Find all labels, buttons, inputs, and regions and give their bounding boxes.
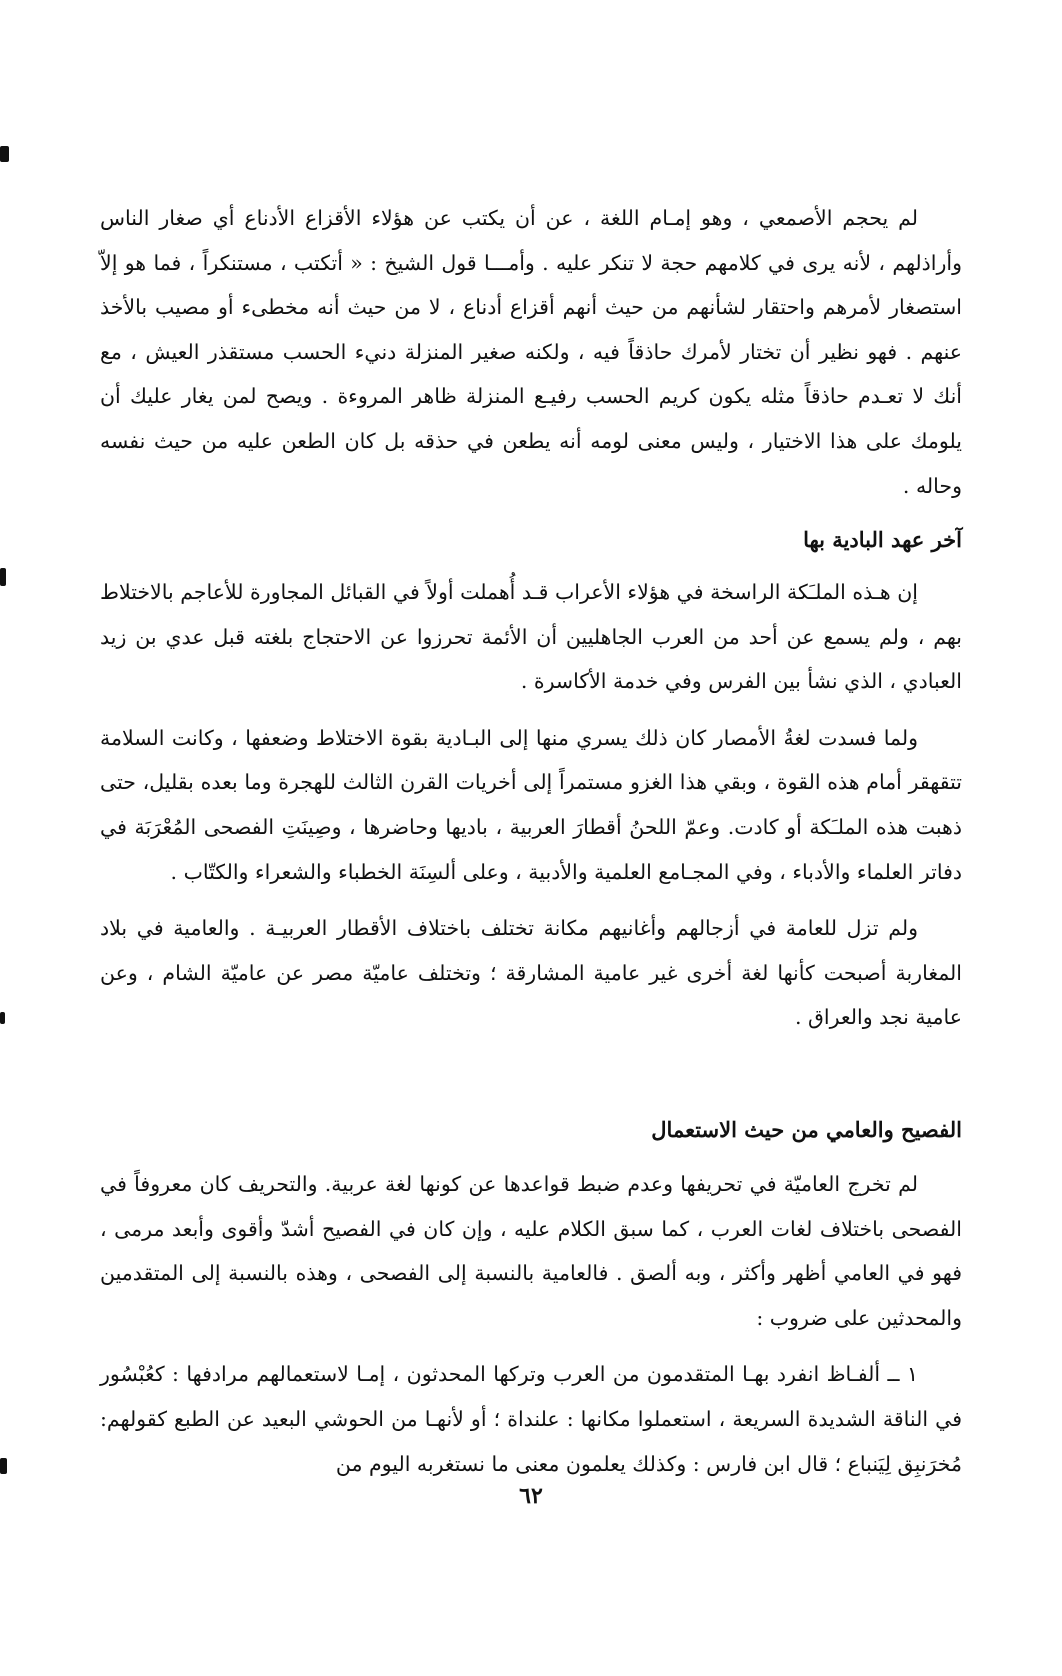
scan-edge-mark	[0, 1458, 7, 1474]
body-paragraph: لم يحجم الأصمعي ، وهو إمـام اللغة ، عن أن يكتب عن هؤلاء الأقزاع الأدناع أي صغار الناس وأراذلهم ، لأنه يرى في كلامهم حجة لا تنكر عليه . وأمـــا قول الشيخ : « أتكتب ، مستنكراً ، فما هو إلاّ استصغار لأمرهم واحتقار لشأنهم من حيث أنهم أقزاع أدناع ، لا من حيث أنه مخطىء أو مصيب بالأخذ عنهم . فهو نظير أن تختار لأمرك حاذقاً فيه ، ولكنه صغير المنزلة دنيء الحسب مستقذر العيش ، مع أنك لا تعـدم حاذقاً مثله يكون كريم الحسب رفيـع المنزلة ظاهر المروءة . ويصح لمن يغار عليك أن يلومك على هذا الاختيار ، وليس معنى لومه أنه يطعن في حذقه بل كان الطعن عليه من حيث نفسه وحاله .	[100, 206, 962, 498]
scan-edge-mark	[0, 146, 9, 162]
page-number: ٦٢	[519, 1483, 543, 1509]
body-paragraph: ولما فسدت لغةُ الأمصار كان ذلك يسري منها إلى البـادية بقوة الاختلاط وضعفها ، وكانت السلامة تتقهقر أمام هذه القوة ، وبقي هذا الغزو مستمراً إلى أخريات القرن الثالث للهجرة وما بعده بقليل، حتى ذهبت هذه الملـَكة أو كادت. وعمّ اللحنُ أقطارَ العربية ، باديها وحاضرها ، وصِينَتِ الفصحى المُعْرَبَة في دفاتر العلماء والأدباء ، وفي المجـامع العلمية والأدبية ، وعلى ألسِنَة الخطباء والشعراء والكتّاب .	[100, 725, 962, 884]
text-block-top	[100, 196, 962, 508]
numbered-paragraph: ١ ــ ألفـاظ انفرد بهـا المتقدمون من العرب وتركها المحدثون ، إمـا لاستعمالهم مرادفها : كعُبْسُور في الناقة الشديدة السريعة ، استعملوا مكانها : علنداة ؛ أو لأنهـا من الحوشي البعيد عن الطبع كقولهم: مُخرَنبِق لِيَنباع ؛ قال ابن فارس : وكذلك يعلمون معنى ما نستغربه اليوم من	[100, 1362, 962, 1476]
scan-edge-mark	[0, 1012, 5, 1024]
body-paragraph: لم تخرج العاميّة في تحريفها وعدم ضبط قواعدها عن كونها لغة عربية. والتحريف كان معروفاً في الفصحى باختلاف لغات العرب ، كما سبق الكلام عليه ، وإن كان في الفصيح أشدّ وأقوى وأبعد مرمى ، فهو في العامي أظهر وأكثر ، وبه ألصق . فالعامية بالنسبة إلى الفصحى ، وهذه بالنسبة إلى المتقدمين والمحدثين على ضروب :	[100, 1172, 962, 1330]
text-block-bottom	[100, 1162, 962, 1486]
section-heading: آخر عهد البادية بها	[803, 527, 962, 552]
text-block-middle	[100, 570, 962, 1040]
section-heading: الفصيح والعامي من حيث الاستعمال	[651, 1117, 962, 1142]
body-paragraph: ولم تزل للعامة في أزجالهم وأغانيهم مكانة تختلف باختلاف الأقطار العربيـة . والعامية في بلاد المغاربة أصبحت كأنها لغة أخرى غير عامية المشارقة ؛ وتختلف عاميّة مصر عن عاميّة الشام ، وعن عامية نجد والعراق .	[100, 916, 962, 1030]
scan-edge-mark	[0, 568, 6, 586]
body-paragraph: إن هـذه الملـَكة الراسخة في هؤلاء الأعراب قـد أُهملت أولاً في القبائل المجاورة للأعاجم بالاختلاط بهم ، ولم يسمع عن أحد من العرب الجاهليين أن الأئمة تحرزوا عن الاحتجاج بلغته قبل عدي بن زيد العبادي ، الذي نشأ بين الفرس وفي خدمة الأكاسرة .	[100, 580, 962, 694]
